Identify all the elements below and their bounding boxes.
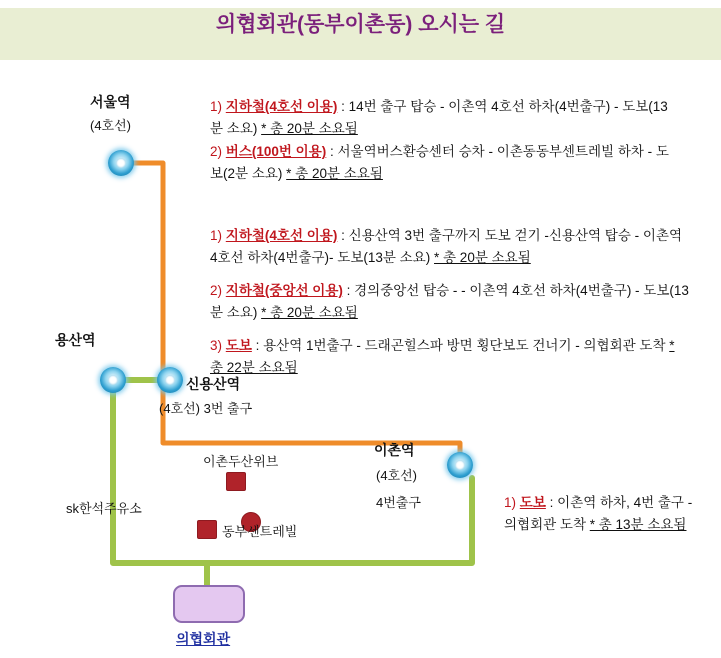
landmark-label-sk-gas-station: sk한석주유소 bbox=[66, 501, 142, 516]
landmark-label-dongbu-centreville: 동부센트레빌 bbox=[222, 524, 298, 539]
destination-label: 의협회관 bbox=[176, 631, 231, 647]
direction-keyword: 도보 bbox=[519, 495, 546, 510]
directions-from-yongsan-station bbox=[210, 225, 690, 381]
landmark-marker-dongbu-centreville bbox=[197, 520, 217, 539]
direction-body: : 이촌역 하차, 4번 출구 - 의협회관 도착 bbox=[504, 495, 693, 532]
station-sublabel-sinyongsan: (4호선) 3번 출구 bbox=[159, 401, 253, 416]
direction-total: * 총 20분 소요됨 bbox=[261, 120, 358, 136]
station-exit-ichon: 4번출구 bbox=[376, 495, 421, 510]
direction-keyword: 버스(100번 이용) bbox=[225, 144, 327, 160]
direction-item-yongsan-3 bbox=[210, 335, 690, 378]
station-sublabel-seoul: (4호선) bbox=[90, 118, 132, 133]
direction-item-yongsan-2 bbox=[210, 280, 690, 323]
direction-number: 2) bbox=[210, 283, 223, 299]
directions-from-ichon-station bbox=[504, 492, 704, 537]
direction-number: 3) bbox=[210, 338, 223, 354]
direction-total: * 총 22분 소요됨 bbox=[210, 338, 675, 375]
page-title: 의협회관(동부이촌동) 오시는 길 bbox=[215, 13, 506, 36]
direction-body: : 신용산역 3번 출구까지 도보 걷기 -신용산역 탑승 - 이촌역 4호선 하차(4번출구)- 도보(13분 소요) bbox=[210, 228, 682, 265]
direction-total: * 총 13분 소요됨 bbox=[589, 516, 687, 532]
landmark-label-doosan-weve: 이촌두산위브 bbox=[203, 454, 279, 469]
direction-item-seoul-2 bbox=[210, 141, 680, 184]
direction-keyword: 지하철(중앙선 이용) bbox=[225, 283, 343, 299]
direction-number: 1) bbox=[210, 228, 223, 243]
landmark-marker-doosan-weve bbox=[226, 472, 246, 491]
direction-number: 1) bbox=[210, 99, 223, 114]
direction-number: 2) bbox=[210, 144, 223, 160]
direction-keyword: 지하철(4호선 이용) bbox=[225, 228, 338, 243]
station-sublabel-ichon: (4호선) bbox=[376, 468, 418, 483]
direction-item-seoul-1 bbox=[210, 96, 680, 139]
direction-body: : 14번 출구 탑승 - 이촌역 4호선 하차(4번출구) - 도보(13분 소요) bbox=[210, 99, 668, 136]
direction-keyword: 도보 bbox=[225, 338, 252, 354]
station-node-yongsan[interactable] bbox=[100, 367, 126, 393]
station-label-seoul: 서울역 bbox=[90, 94, 131, 110]
direction-body: : 경의중앙선 탑승 - - 이촌역 4호선 하차(4번출구) - 도보(13분 소요) bbox=[210, 283, 689, 320]
direction-keyword: 지하철(4호선 이용) bbox=[225, 99, 338, 114]
station-label-sinyongsan: 신용산역 bbox=[186, 376, 241, 392]
direction-total: * 총 20분 소요됨 bbox=[434, 249, 531, 265]
direction-item-yongsan-1 bbox=[210, 225, 690, 268]
direction-total: * 총 20분 소요됨 bbox=[261, 304, 358, 320]
station-label-yongsan: 용산역 bbox=[55, 332, 96, 348]
direction-body: : 용산역 1번출구 - 드래곤힐스파 방면 횡단보도 건너기 - 의협회관 도착 bbox=[251, 338, 670, 354]
station-node-sinyongsan[interactable] bbox=[157, 367, 183, 393]
station-node-ichon[interactable] bbox=[447, 452, 473, 478]
station-label-ichon: 이촌역 bbox=[374, 442, 415, 458]
direction-item-ichon-1 bbox=[504, 492, 704, 535]
direction-body: : 서울역버스환승센터 승차 - 이촌동동부센트레빌 하차 - 도보(2분 소요) bbox=[210, 144, 669, 181]
direction-total: * 총 20분 소요됨 bbox=[286, 165, 383, 181]
station-node-seoul[interactable] bbox=[108, 150, 134, 176]
direction-number: 1) bbox=[504, 495, 517, 510]
destination-building[interactable] bbox=[173, 585, 245, 623]
directions-from-seoul-station bbox=[210, 96, 680, 186]
